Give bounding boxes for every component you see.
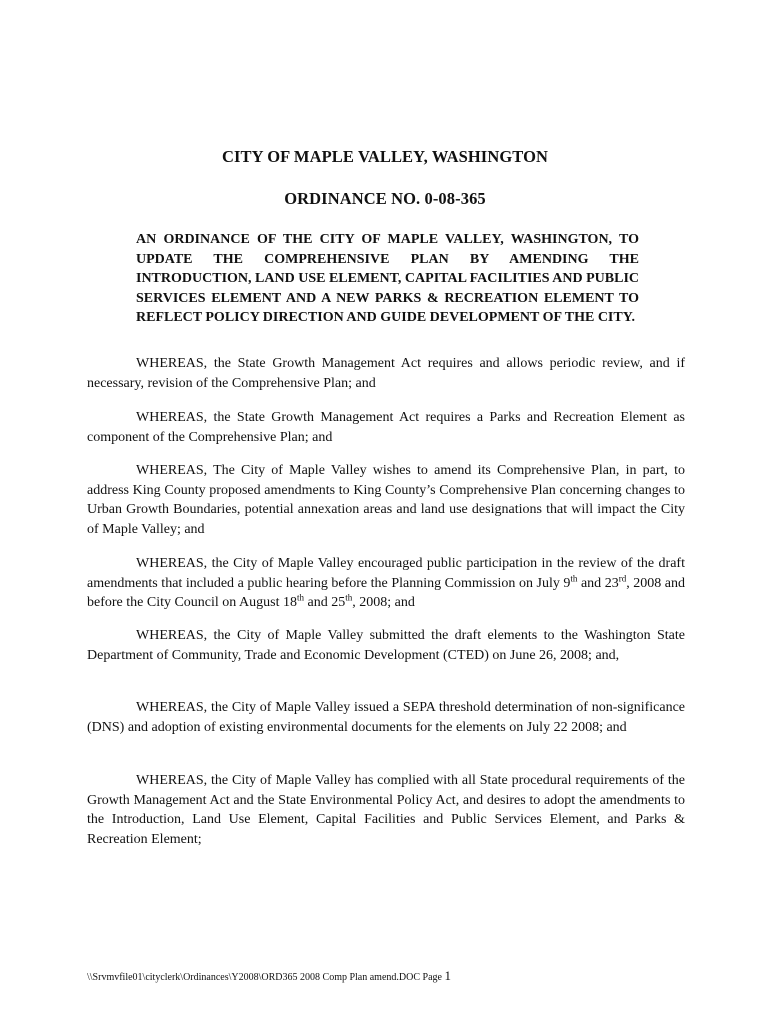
paragraph-4-text-5: , 2008; and [352,595,415,610]
whereas-paragraph-1: WHEREAS, the State Growth Management Act requires and allows periodic review, and if necessary, revision of the Comprehensive Plan; and [87,356,685,391]
ordinance-summary: AN ORDINANCE OF THE CITY OF MAPLE VALLEY, WASHINGTON, TO UPDATE THE COMPREHENSIVE PLAN BY AMENDING THE INTRODUCTION, LAND USE ELEMENT, CAPITAL FACILITIES AND PUBLIC SERVICES ELEMENT AND A NEW PARKS & RECREATION ELEMENT TO REFLECT POLICY DIRECTION AND GUIDE DEVELOPMENT OF THE CITY. [136,232,639,326]
page-number: 1 [444,968,451,983]
ordinal-suffix: th [296,592,304,603]
paragraph-4-text-3: , 2008 and before the City Council on August 18 [87,575,685,610]
paragraph-4-text-4: and 25 [304,595,346,610]
paragraph-4-text-2: and 23 [577,575,619,591]
ordinal-suffix: rd [618,572,627,583]
ordinance-number-heading: ORDINANCE NO. 0-08-365 [284,189,486,208]
ordinal-suffix: th [345,592,353,603]
whereas-paragraph-3: WHEREAS, The City of Maple Valley wishes to amend its Comprehensive Plan, in part, to address King County proposed amendments to King County’s Comprehensive Plan concerning changes to Urban Growth Boundaries, potential annexation areas and land use designations that will impact the City of Maple Valley; and [87,463,685,537]
paragraph-4-text-1: WHEREAS, the City of Maple Valley encouraged public participation in the review of the draft amendments that included a public hearing before the Planning Commission on July 9 [87,556,685,591]
whereas-paragraph-6: WHEREAS, the City of Maple Valley issued a SEPA threshold determination of non-significance (DNS) and adoption of existing environmental documents for the elements on July 22 2008; and [87,700,685,735]
whereas-paragraph-2: WHEREAS, the State Growth Management Act requires a Parks and Recreation Element as component of the Comprehensive Plan; and [87,410,685,445]
whereas-paragraph-7: WHEREAS, the City of Maple Valley has complied with all State procedural requirements of the Growth Management Act and the State Environmental Policy Act, and desires to adopt the amendments to the Introduction, Land Use Element, Capital Facilities and Public Services Element, and Parks & Recreation Element; [87,773,685,847]
whereas-paragraph-4 [87,554,685,613]
page-footer [87,968,451,984]
ordinal-suffix: th [570,572,578,583]
whereas-paragraph-5: WHEREAS, the City of Maple Valley submitted the draft elements to the Washington State Department of Community, Trade and Economic Development (CTED) on June 26, 2008; and, [87,628,685,663]
city-heading: CITY OF MAPLE VALLEY, WASHINGTON [221,147,549,166]
footer-file-path: \\Srvmvfile01\cityclerk\Ordinances\Y2008\ORD365 2008 Comp Plan amend.DOC Page [87,972,445,983]
